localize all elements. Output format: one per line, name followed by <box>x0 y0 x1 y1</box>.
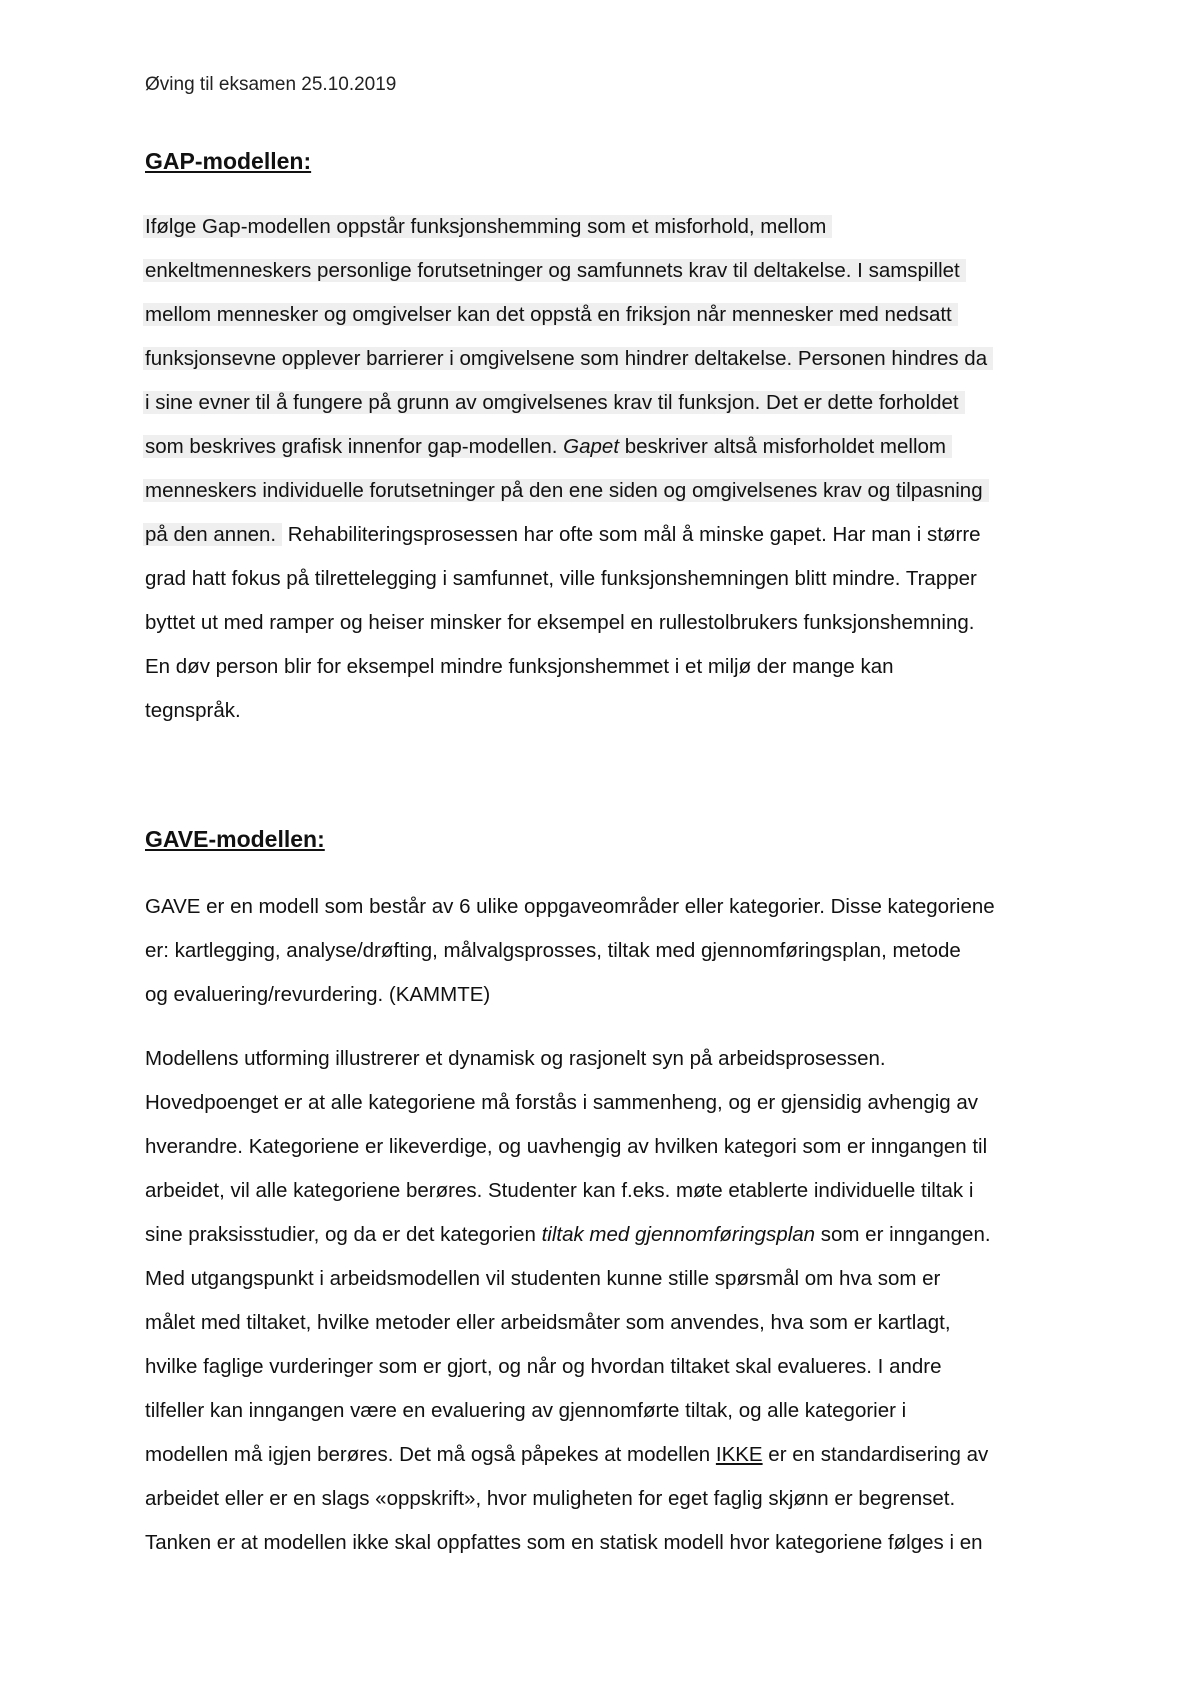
gap-line-5 <box>145 384 965 421</box>
gap-line-12: tegnspråk. <box>145 699 241 722</box>
gap-line-1 <box>145 208 832 245</box>
gave-heading: GAVE-modellen: <box>145 826 325 852</box>
gap-line-8 <box>145 516 981 553</box>
text-run: på den annen. <box>143 523 282 546</box>
gave-p2-line-9: tilfeller kan inngangen være en evaluering av gjennomførte tiltak, og alle kategorier i <box>145 1399 907 1422</box>
gap-line-2 <box>145 252 966 289</box>
gave-p1-line-2: er: kartlegging, analyse/drøfting, målvalgsprosses, tiltak med gjennomføringsplan, metode <box>145 939 961 962</box>
gave-p2-line-6: Med utgangspunkt i arbeidsmodellen vil studenten kunne stille spørsmål om hva som er <box>145 1267 941 1290</box>
gave-p2-line-1: Modellens utforming illustrerer et dynamisk og rasjonelt syn på arbeidsprosessen. <box>145 1047 886 1070</box>
text-run: modellen må igjen berøres. Det må også påpekes at modellen <box>145 1443 716 1466</box>
gave-p1-line-1: GAVE er en modell som består av 6 ulike oppgaveområder eller kategorier. Disse kategoriene <box>145 895 995 918</box>
text-run: mellom mennesker og omgivelser kan det oppstå en friksjon når mennesker med nedsatt <box>143 303 958 326</box>
gave-p2-line-12: Tanken er at modellen ikke skal oppfattes som en statisk modell hvor kategoriene følges i en <box>145 1531 983 1554</box>
gap-line-9: grad hatt fokus på tilrettelegging i samfunnet, ville funksjonshemningen blitt mindre. Trapper <box>145 567 977 590</box>
text-run: Rehabiliteringsprosessen har ofte som mål å minske gapet. Har man i større <box>282 523 981 546</box>
gap-line-6 <box>145 428 952 465</box>
underlined-ikke: IKKE <box>715 1443 763 1466</box>
text-run: beskriver altså misforholdet mellom <box>619 435 947 458</box>
text-run: enkeltmenneskers personlige forutsetninger og samfunnets krav til deltakelse. I samspillet <box>143 259 966 282</box>
text-run: i sine evner til å fungere på grunn av omgivelsenes krav til funksjon. Det er dette forholdet <box>143 391 965 414</box>
gave-p2-line-7: målet med tiltaket, hvilke metoder eller arbeidsmåter som anvendes, hva som er kartlagt, <box>145 1311 951 1334</box>
gap-line-7 <box>145 472 989 509</box>
text-run: menneskers individuelle forutsetninger på den ene siden og omgivelsenes krav og tilpasning <box>143 479 989 502</box>
gave-p2-line-4: arbeidet, vil alle kategoriene berøres. Studenter kan f.eks. møte etablerte individuelle tiltak i <box>145 1179 974 1202</box>
gave-p2-line-3: hverandre. Kategoriene er likeverdige, og uavhengig av hvilken kategori som er inngangen til <box>145 1135 988 1158</box>
text-run: funksjonsevne opplever barrierer i omgivelsene som hindrer deltakelse. Personen hindres da <box>143 347 993 370</box>
text-run: som er inngangen. <box>815 1223 991 1246</box>
gave-p2-line-10 <box>145 1436 988 1473</box>
gave-p2-line-2: Hovedpoenget er at alle kategoriene må forstås i sammenheng, og er gjensidig avhengig av <box>145 1091 979 1114</box>
gap-heading: GAP-modellen: <box>145 148 312 174</box>
text-run: sine praksisstudier, og da er det kategorien <box>145 1223 542 1246</box>
gap-line-11: En døv person blir for eksempel mindre funksjonshemmet i et miljø der mange kan <box>145 655 894 678</box>
gap-line-3 <box>145 296 958 333</box>
gap-line-4 <box>145 340 993 377</box>
italic-term-gapet: Gapet <box>563 435 620 458</box>
text-run: er en standardisering av <box>762 1443 989 1466</box>
gave-p2-line-5 <box>145 1216 991 1253</box>
italic-term-tiltak: tiltak med gjennomføringsplan <box>541 1223 816 1246</box>
gave-p2-line-8: hvilke faglige vurderinger som er gjort, og når og hvordan tiltaket skal evalueres. I andre <box>145 1355 942 1378</box>
document-header: Øving til eksamen 25.10.2019 <box>145 74 397 95</box>
gap-line-10: byttet ut med ramper og heiser minsker for eksempel en rullestolbrukers funksjonshemning. <box>145 611 975 634</box>
gave-p2-line-11: arbeidet eller er en slags «oppskrift», hvor muligheten for eget faglig skjønn er begrenset. <box>145 1487 956 1510</box>
gave-p1-line-3: og evaluering/revurdering. (KAMMTE) <box>145 983 491 1006</box>
text-run: Ifølge Gap-modellen oppstår funksjonshemming som et misforhold, mellom <box>143 215 832 238</box>
text-run: som beskrives grafisk innenfor gap-modellen. <box>145 435 564 458</box>
